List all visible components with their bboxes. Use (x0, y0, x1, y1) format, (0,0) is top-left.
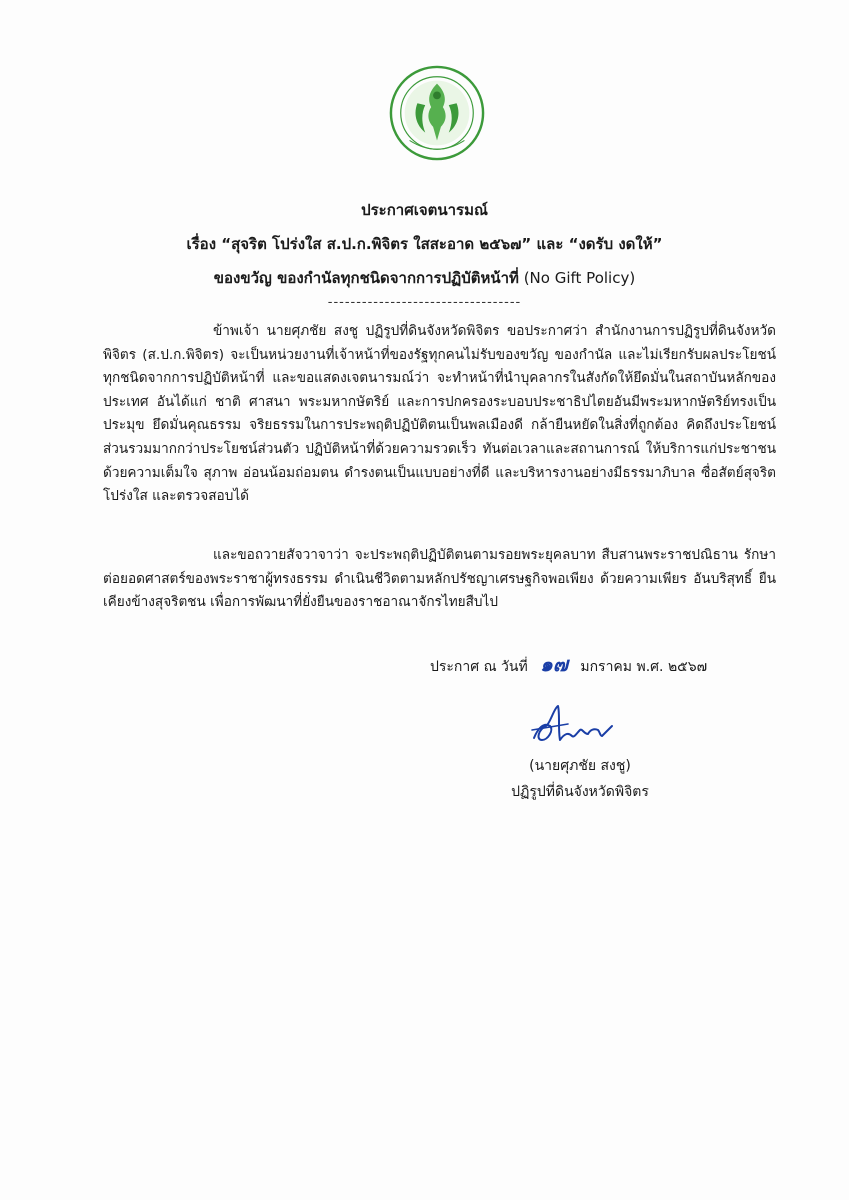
subject-thai: ของขวัญ ของกำนัลทุกชนิดจากการปฏิบัติหน้าที่ (213, 269, 519, 287)
agency-seal-icon (388, 64, 486, 162)
handwritten-signature-icon (528, 700, 618, 748)
announcement-subject-continued (0, 266, 849, 290)
date-day: ๑๗ (540, 652, 568, 676)
date-prefix: ประกาศ ณ วันที่ (430, 659, 528, 675)
divider: ---------------------------------- (327, 295, 522, 310)
signer-position: ปฏิรูปที่ดินจังหวัดพิจิตร (511, 784, 649, 800)
body-paragraph-2: และขอถวายสัจวาจาว่า จะประพฤติปฏิบัติตนตามรอยพระยุคลบาท สืบสานพระราชปณิธาน รักษา ต่อยอดศาสตร์ของพระราชาผู้ทรงธรรม ดำเนินชีวิตตามหลักปรัชญาเศรษฐกิจพอเพียง ด้วยความเพียร อันบริสุทธิ์ ยืนเคียงข้างสุจริตชน เพื่อการพัฒนาที่ยั่งยืนของราชอาณาจักรไทยสืบไป (103, 547, 776, 611)
body-paragraph-1: ข้าพเจ้า นายศุภชัย สงชู ปฏิรูปที่ดินจังหวัดพิจิตร ขอประกาศว่า สำนักงานการปฏิรูปที่ดินจังหวัดพิจิตร (ส.ป.ก.พิจิตร) จะเป็นหน่วยงานที่เจ้าหน้าที่ของรัฐทุกคนไม่รับของขวัญ ของกำนัล และไม่เรียกรับผลประโยชน์ทุกชนิดจากการปฏิบัติหน้าที่ และขอแสดงเจตนารมณ์ว่า จะทำหน้าที่นำบุคลากรในสังกัดให้ยึดมั่นในสถาบันหลักของประเทศ อันได้แก่ ชาติ ศาสนา พระมหากษัตริย์ และการปกครองระบอบประชาธิปไตยอันมีพระมหากษัตริย์ทรงเป็นประมุข ยึดมั่นคุณธรรม จริยธรรมในการประพฤติปฏิบัติตนเป็นพลเมืองดี กล้ายืนหยัดในสิ่งที่ถูกต้อง คิดถึงประโยชน์ส่วนรวมมากกว่าประโยชน์ส่วนตัว ปฏิบัติหน้าที่ด้วยความรวดเร็ว ทันต่อเวลาและสถานการณ์ ให้บริการแก่ประชาชนด้วยความเต็มใจ สุภาพ อ่อนน้อมถ่อมตน ดำรงตนเป็นแบบอย่างที่ดี และบริหารงานอย่างมีธรรมาภิบาล ซื่อสัตย์สุจริต โปร่งใส และตรวจสอบได้ (103, 323, 776, 505)
announcement-date (430, 648, 707, 680)
date-month-year: มกราคม พ.ศ. ๒๕๖๗ (580, 659, 708, 675)
signer-name: (นายศุภชัย สงชู) (529, 758, 631, 774)
subject-english: (No Gift Policy) (523, 269, 636, 287)
announcement-subject: เรื่อง “สุจริต โปร่งใส ส.ป.ก.พิจิตร ใสสะอาด ๒๕๖๗” และ “งดรับ งดให้” (186, 235, 663, 253)
announcement-title: ประกาศเจตนารมณ์ (361, 201, 488, 219)
